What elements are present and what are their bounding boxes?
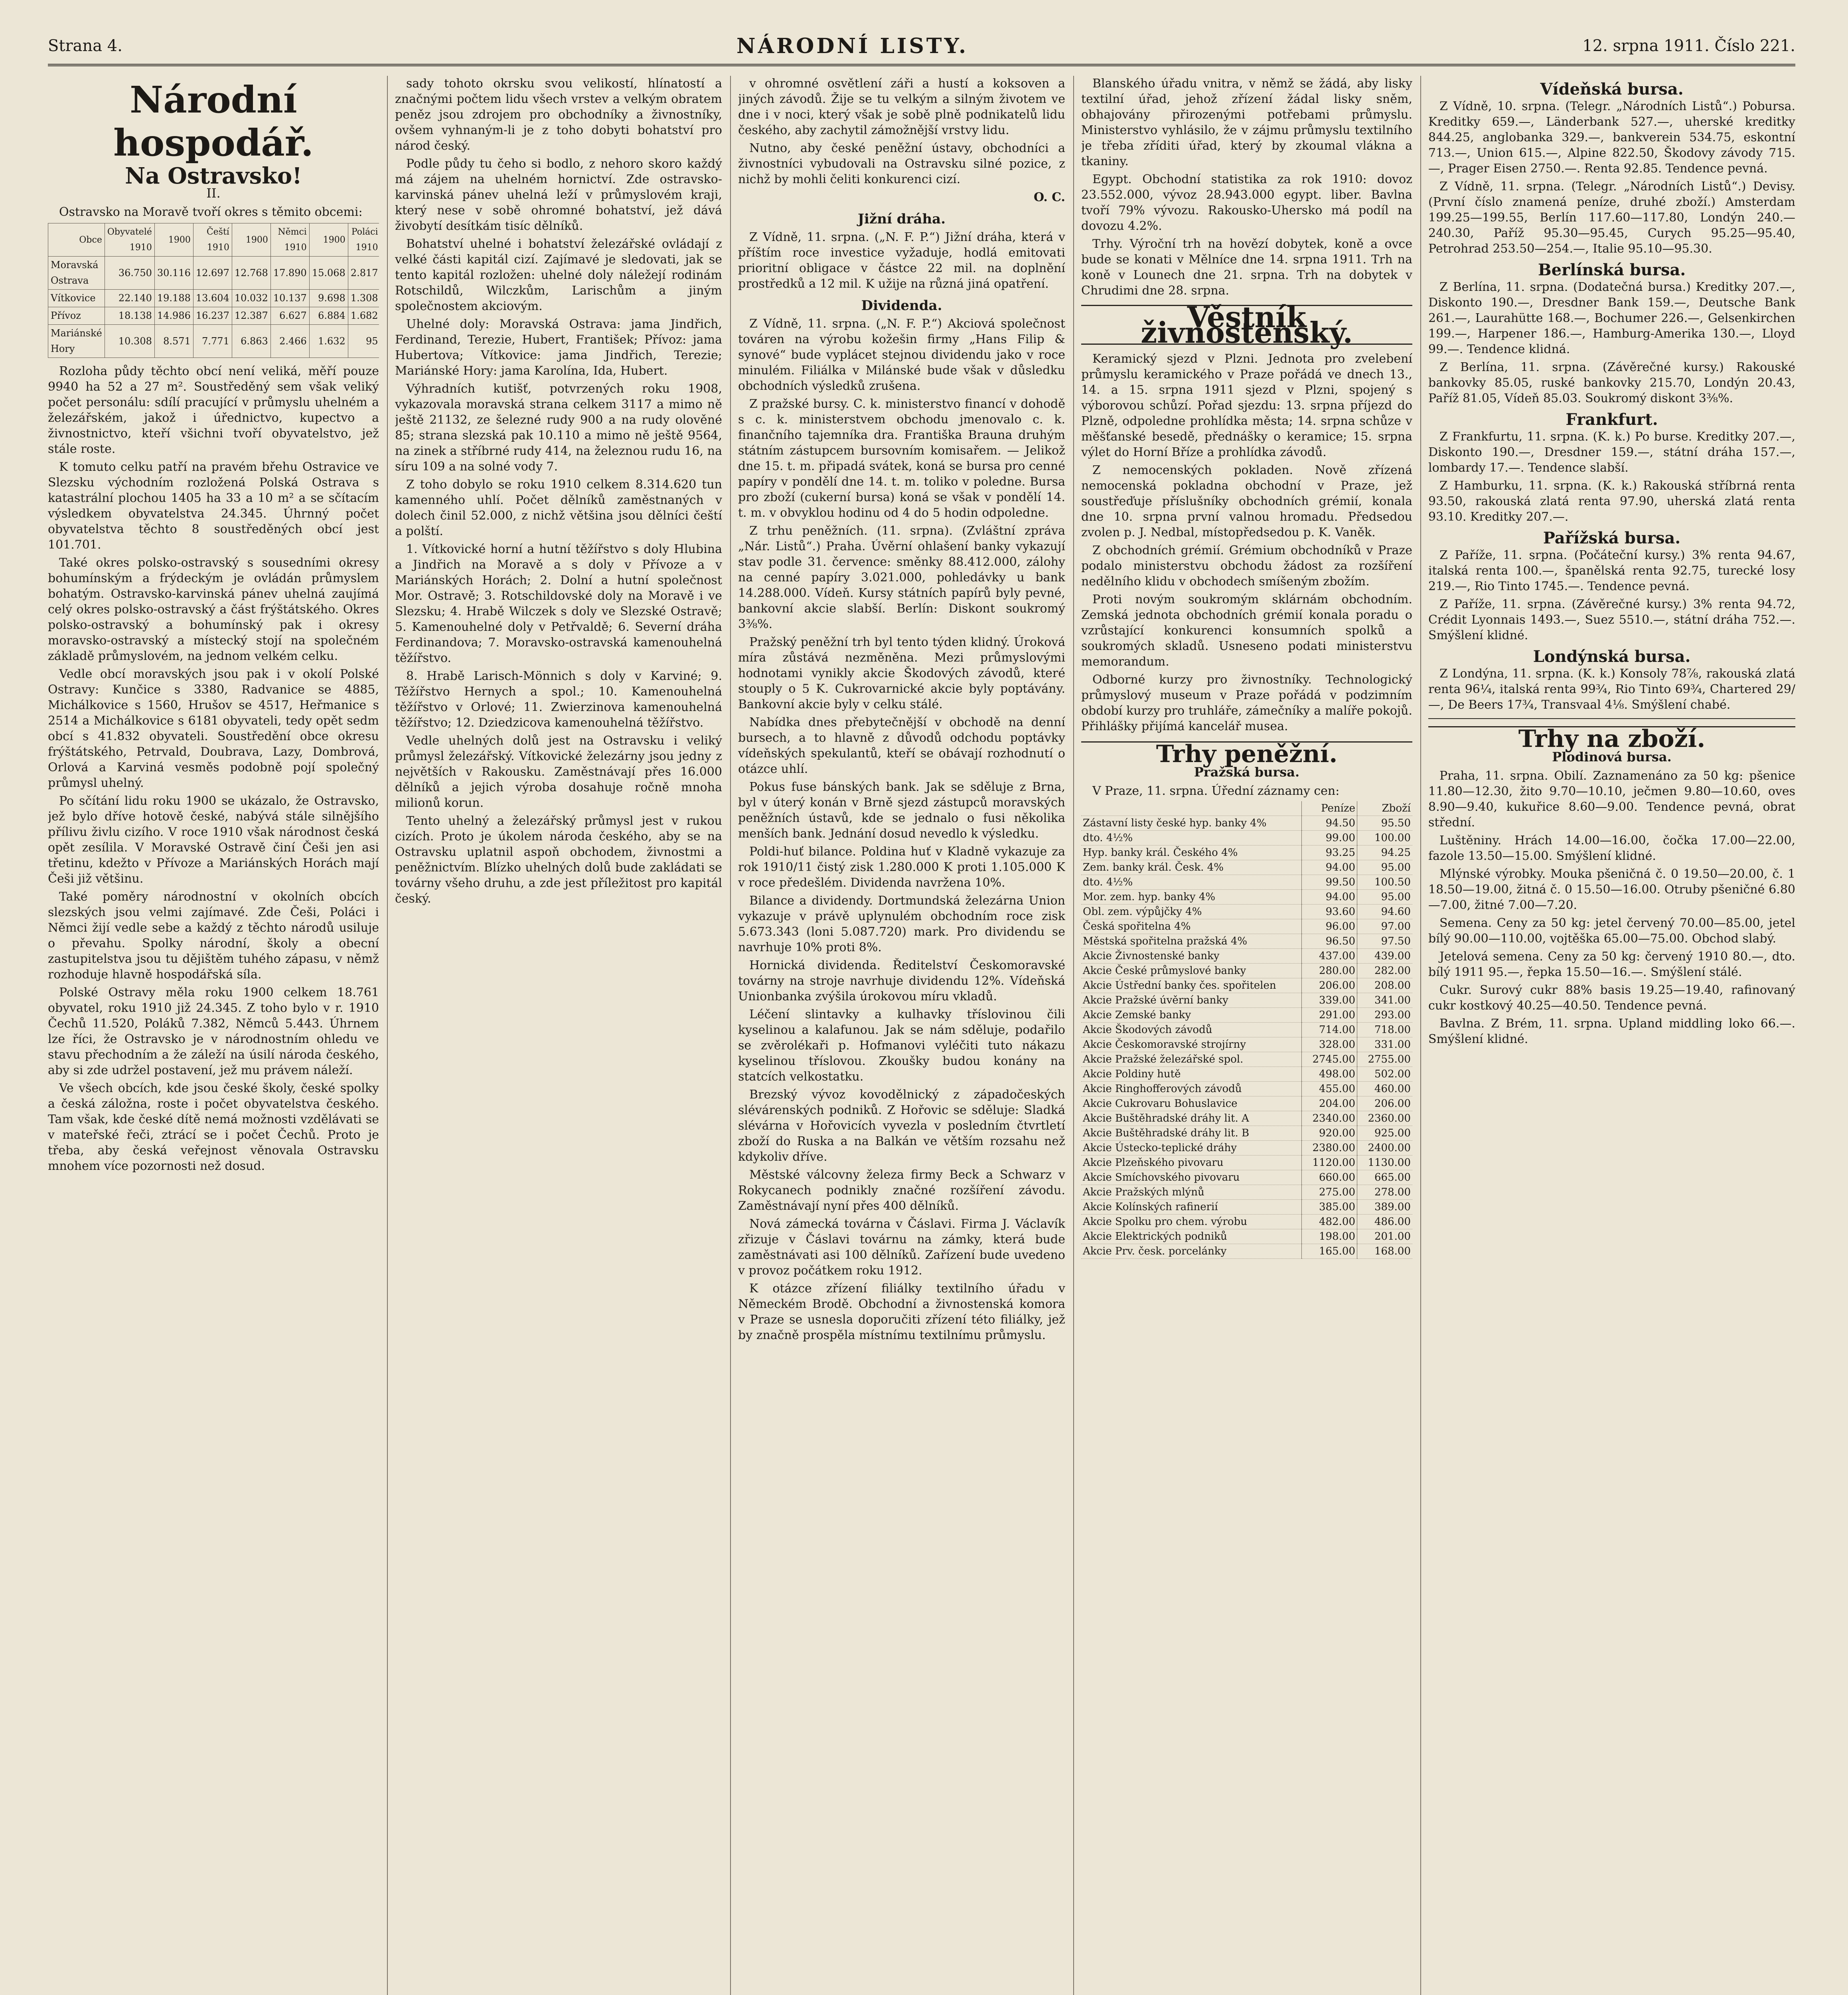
rates-row	[1081, 1067, 1412, 1082]
goods-subtitle: Plodinová bursa.	[1552, 749, 1672, 764]
rates-cell: Hyp. banky král. Českého 4%	[1081, 845, 1302, 860]
rates-cell: 925.00	[1357, 1126, 1413, 1141]
table-row	[48, 257, 379, 290]
rates-cell: Akcie Buštěhradské dráhy lit. B	[1081, 1126, 1302, 1141]
column-5	[1428, 76, 1795, 1995]
rates-cell: 94.50	[1302, 816, 1357, 831]
rates-cell: 201.00	[1357, 1229, 1413, 1244]
rates-cell: 385.00	[1302, 1200, 1357, 1215]
rates-row	[1081, 1200, 1412, 1215]
rates-cell: 2360.00	[1357, 1111, 1413, 1126]
table-header-cell: Obyvatelé 1910	[105, 223, 154, 257]
rates-cell: 165.00	[1302, 1244, 1357, 1259]
article-paragraph: Nutno, aby české peněžní ústavy, obchodníci a živnostníci vybudovali na Ostravsku silné pozice, z nichž by mohli čeliti konkurenci cizí.	[738, 141, 1065, 186]
article-paragraph: 1. Vítkovické horní a hutní těžířstvo s doly Hlubina a Jindřich na Moravě a s doly v Přívoze a v Mariánských Horách; 2. Dolní a hutní společnost Mor. Ostravě; 3. Rotschildovské doly na Moravě i ve Slezsku; 4. Hrabě Wilczek s doly ve Slezské Ostravě; 5. Kamenouhelné doly v Petřvaldě; 6. Severní dráha Ferdinandova; 7. Moravsko-ostravská kamenouhelná těžířstvo.	[395, 542, 722, 665]
article-paragraph: Vedle obcí moravských jsou pak i v okolí Polské Ostravy: Kunčice s 3380, Radvanice se 4885, Michálkovice s 1560, Hrušov se 4517, Heřmanice s 2514 a Michálkovice s 6181 obyvateli, tedy opět sedm obcí s 41.832 obyvateli. Soustředění obce okresu frýštátského, Petrvald, Doubrava, Lazy, Dombrová, Orlová a Karviná vesměs podobně pojí společný průmysl uhelný.	[48, 667, 379, 790]
rates-row	[1081, 1082, 1412, 1096]
article-paragraph: Městské válcovny železa firmy Beck a Schwarz v Rokycanech podnikly značné rozšíření závodu. Zaměstnávají nyní přes 400 dělníků.	[738, 1168, 1065, 1213]
rates-cell: 94.00	[1302, 860, 1357, 875]
article-part: II.	[206, 186, 221, 201]
column-3	[738, 76, 1065, 1995]
table-cell: 2.817	[348, 257, 379, 290]
rates-cell: 282.00	[1357, 964, 1413, 978]
rates-table	[1081, 801, 1412, 1259]
rates-cell: 97.00	[1357, 919, 1413, 934]
exchange-heading: Frankfurt.	[1566, 410, 1658, 429]
rates-cell: Mor. zem. hyp. banky 4%	[1081, 890, 1302, 905]
rates-cell: 486.00	[1357, 1215, 1413, 1229]
article-paragraph: Rozloha půdy těchto obcí není veliká, měří pouze 9940 ha 52 a 27 m². Soustředěný sem však veliký počet personálu: sdílí pracující v průmyslu uhelném a železářském, jakož i úřednictvo, kupectvo a živnostnictvo, kteří všichni tvoří obyvatelstvo, jež stále roste.	[48, 364, 379, 456]
rates-cell: 2400.00	[1357, 1141, 1413, 1156]
rates-cell: Akcie Zemské banky	[1081, 1008, 1302, 1023]
rates-cell: 341.00	[1357, 993, 1413, 1008]
table-cell: Přívoz	[48, 307, 105, 325]
rates-cell: 94.60	[1357, 905, 1413, 919]
rates-row	[1081, 934, 1412, 949]
table-header-cell: 1900	[154, 223, 193, 257]
rates-row	[1081, 1170, 1412, 1185]
rates-row	[1081, 905, 1412, 919]
rates-cell: 96.50	[1302, 934, 1357, 949]
article-paragraph: K otázce zřízení filiálky textilního úřadu v Německém Brodě. Obchodní a živnostenská komora v Praze se usnesla doporučiti zřízení této filiálky, jež by značně prospěla místnímu textilnímu průmyslu.	[738, 1282, 1065, 1342]
rates-cell: 93.25	[1302, 845, 1357, 860]
article-paragraph: Egypt. Obchodní statistika za rok 1910: dovoz 23.552.000, vývoz 28.943.000 egypt. liber. Bavlna tvoří 79% vývozu. Rakousko-Uhersko má podíl na dovozu 4.2%.	[1081, 172, 1412, 233]
article-paragraph: Luštěniny. Hrách 14.00—16.00, čočka 17.00—22.00, fazole 13.50—15.00. Smýšlení klidné.	[1428, 834, 1795, 863]
table-cell: 10.137	[270, 290, 309, 307]
rates-cell: 168.00	[1357, 1244, 1413, 1259]
rates-subtitle: Pražská bursa.	[1194, 764, 1300, 780]
article-paragraph: 8. Hrabě Larisch-Mönnich s doly v Karviné; 9. Těžířstvo Hernych a spol.; 10. Kamenouhelná těžířstvo v Orlové; 11. Zwierzinova kamenouhelná těžířstvo; 12. Dziedzicova kamenouhelná těžířstvo.	[395, 669, 722, 730]
rates-cell: 291.00	[1302, 1008, 1357, 1023]
rates-cell: Akcie Buštěhradské dráhy lit. A	[1081, 1111, 1302, 1126]
rates-cell: 95.00	[1357, 860, 1413, 875]
table-cell: Mariánské Hory	[48, 325, 105, 358]
rates-cell: 2340.00	[1302, 1111, 1357, 1126]
rates-cell: 439.00	[1357, 949, 1413, 964]
rates-row	[1081, 1052, 1412, 1067]
article-paragraph: Z Londýna, 11. srpna. (K. k.) Konsoly 78⅞, rakouská zlatá renta 96¼, italská renta 99¾, Rio Tinto 69¾, Chartered 29/—, De Beers 17¾, Transvaal 4⅛. Smýšlení chabé.	[1428, 667, 1795, 712]
table-cell: 36.750	[105, 257, 154, 290]
rates-cell: 502.00	[1357, 1067, 1413, 1082]
rates-row	[1081, 1156, 1412, 1170]
article-paragraph: Z pražské bursy. C. k. ministerstvo financí v dohodě s c. k. ministerstvem obchodu jmenovalo c. k. finančního tajemníka dra. Františka Brauna druhým státním zástupcem bursovním komisařem. — Jelikož dne 15. t. m. připadá svátek, koná se bursa pro cenné papíry v pondělí dne 14. t. m. toliko v poledne. Bursa pro zboží (cukerní bursa) koná se však v pondělí 14. t. m. v obvyklou hodinu od 4 do 5 hodin odpoledne.	[738, 397, 1065, 520]
table-cell: 17.890	[270, 257, 309, 290]
masthead: NÁRODNÍ LISTY.	[736, 34, 969, 58]
rates-row	[1081, 890, 1412, 905]
table-cell: 15.068	[309, 257, 348, 290]
article-paragraph: Z Paříže, 11. srpna. (Závěrečné kursy.) 3% renta 94.72, Crédit Lyonnais 1493.—, Suez 5510.—, státní dráha 752.—. Smýšlení klidné.	[1428, 597, 1795, 642]
article-paragraph: Léčení slintavky a kulhavky tříslovinou čili kyselinou a kalafunou. Jak se nám sděluje, podařilo se zvěrolékaři p. Hofmanovi vyléčiti tuto nákazu kyselinou tříslovou. Zkoušky budou konány na statcích velkostatku.	[738, 1007, 1065, 1084]
article-paragraph: Brezský vývoz kovodělnický z západočeských slévárenských podniků. Z Hořovic se sděluje: Sladká slévárna v Hořovicích vyvezla v posledním čtvrtletí zboží do Ruska a na Balkán ve větším rozsahu než kdykoliv dříve.	[738, 1088, 1065, 1164]
table-cell: 18.138	[105, 307, 154, 325]
rates-cell: 278.00	[1357, 1185, 1413, 1200]
table-cell: 6.627	[270, 307, 309, 325]
block-title: Věstník živnostenský.	[1081, 305, 1412, 345]
rates-row	[1081, 875, 1412, 890]
rates-row	[1081, 919, 1412, 934]
article-paragraph: Trhy. Výroční trh na hovězí dobytek, koně a ovce bude se konati v Mělníce dne 14. srpna 1911. Trh na koně v Lounech dne 21. srpna. Trh na dobytek v Chrudimi dne 28. srpna.	[1081, 237, 1412, 298]
table-cell: 16.237	[193, 307, 232, 325]
exchange-heading: Londýnská bursa.	[1533, 647, 1691, 666]
rates-cell: 2755.00	[1357, 1052, 1413, 1067]
column-1	[48, 76, 379, 1995]
article-paragraph: Semena. Ceny za 50 kg: jetel červený 70.00—85.00, jetel bílý 90.00—110.00, vojtěška 65.00—75.00. Obchod slabý.	[1428, 916, 1795, 946]
rates-cell: Zem. banky král. Česk. 4%	[1081, 860, 1302, 875]
rates-cell: 328.00	[1302, 1037, 1357, 1052]
rates-note: V Praze, 11. srpna. Úřední záznamy cen:	[1092, 784, 1340, 798]
section-title: Národní hospodář.	[113, 78, 314, 164]
rates-title: Trhy peněžní.	[1081, 741, 1412, 762]
rates-cell: 206.00	[1357, 1096, 1413, 1111]
article-paragraph: Také okres polsko-ostravský s sousedními okresy bohumínským a frýdeckým je ovládán průmyslem bohatým. Ostravsko-karvinská pánev uhelná zaujímá celý okres polsko-ostravský a část frýštátského. Okres polsko-ostravský a bohumínský pak i okresy moravsko-ostravský a místecký stojí na společném základě průmyslovém, na jednom velkém celku.	[48, 556, 379, 663]
rates-row	[1081, 1229, 1412, 1244]
article-paragraph: sady tohoto okrsku svou velikostí, hlínatostí a značnými počtem lidu všech vrstev a velkým obratem peněz jsou zdrojem pro obchodníky a živnostníky, ovšem vyhnaným-li je z toho dobyti bohatství pro národ český.	[395, 77, 722, 153]
table-row	[48, 325, 379, 358]
rates-cell: 660.00	[1302, 1170, 1357, 1185]
rates-cell: Akcie Škodových závodů	[1081, 1023, 1302, 1037]
table-header-cell: Poláci 1910	[348, 223, 379, 257]
article-paragraph: Pražský peněžní trh byl tento týden klidný. Úroková míra zůstává nezměněna. Mezi průmyslovými hodnotami vynikly akcie Škodových závodů, které stouply o 5 K. Cukrovarnické akcie byly poptávány. Bankovní akcie byly v celku stálé.	[738, 635, 1065, 711]
rates-cell: Akcie České průmyslové banky	[1081, 964, 1302, 978]
rates-cell: 99.00	[1302, 831, 1357, 845]
table-cell: 12.697	[193, 257, 232, 290]
rates-cell: 714.00	[1302, 1023, 1357, 1037]
article-paragraph: Odborné kurzy pro živnostníky. Technologický průmyslový museum v Praze pořádá v podzimním období kurzy pro truhláře, zámečníky a malíře pokojů. Přihlášky přijímá kancelář musea.	[1081, 673, 1412, 733]
article-paragraph: Z Hamburku, 11. srpna. (K. k.) Rakouská stříbrná renta 93.50, rakouská zlatá renta 97.90, uherská zlatá renta 93.10. Kreditky 207.—.	[1428, 479, 1795, 524]
rates-cell: 204.00	[1302, 1096, 1357, 1111]
rates-cell: 1130.00	[1357, 1156, 1413, 1170]
rail-heading: Jižní dráha.	[857, 211, 946, 227]
table-cell: 12.387	[232, 307, 270, 325]
article-paragraph: Po sčítání lidu roku 1900 se ukázalo, že Ostravsko, jež bylo dříve hotově české, nabývá stále silnějšího přílivu živlu cizího. V roce 1910 však národnost česká opět zesílila. V Moravské Ostravě činí Češi jen asi třetinu, kdežto v Přívoze a Mariánských Horách mají Češi již většinu.	[48, 794, 379, 886]
table-cell: 30.116	[154, 257, 193, 290]
article-paragraph: Poldi-huť bilance. Poldina huť v Kladně vykazuje za rok 1910/11 čistý zisk 1.280.000 K proti 1.105.000 K v roce předešlém. Dividenda navržena 10%.	[738, 845, 1065, 890]
table-cell: 1.632	[309, 325, 348, 358]
article-paragraph: K tomuto celku patří na pravém břehu Ostravice ve Slezsku východním rozložená Polská Ostrava s katastrální plochou 1405 ha 33 a 10 m² a se sčítacím výsledkem obyvatelstva 24.345. Úhrnný počet obyvatelstva těchto 8 soustředěných obcí jest 101.701.	[48, 460, 379, 552]
rates-row	[1081, 1126, 1412, 1141]
article-paragraph: Keramický sjezd v Plzni. Jednota pro zvelebení průmyslu keramického v Praze pořádá ve dnech 13., 14. a 15. srpna 1911 sjezd v Plzni, spojený s výborovou schůzí. Pořad sjezdu: 13. srpna příjezd do Plzně, odpoledne prohlídka města; 14. srpna schůze v měšťanské besedě, přednášky o keramice; 15. srpna výlet do Horní Bříze a prohlídka závodů.	[1081, 352, 1412, 459]
article-title: Na Ostravsko!	[125, 163, 302, 189]
column-2	[395, 76, 722, 1995]
rates-header-cell: Zboží	[1357, 801, 1413, 816]
article-paragraph: Z Vídně, 11. srpna. (Telegr. „Národních Listů“.) Devisy. (První číslo znamená peníze, druhé zboží.) Amsterdam 199.25—199.55, Berlín 117.60—117.80, Londýn 240.—240.30, Paříž 95.30—95.45, Curych 95.25—95.40, Petrohrad 253.50—254.—, Italie 95.10—95.30.	[1428, 180, 1795, 256]
rates-row	[1081, 1215, 1412, 1229]
exchange-heading: Pařížská bursa.	[1543, 529, 1681, 547]
rates-cell: 198.00	[1302, 1229, 1357, 1244]
article-paragraph: Tento uhelný a železářský průmysl jest v rukou cizích. Proto je úkolem národa českého, aby se na Ostravsku uplatnil aspoň obchodem, živnostmi a peněžnictvím. Blízko uhelných dolů bude zakládati se továrny všeho druhu, a zde jest příležitost pro kapitál český.	[395, 814, 722, 906]
article-paragraph: Z Berlína, 11. srpna. (Závěrečné kursy.) Rakouské bankovky 85.05, ruské bankovky 215.70, Londýn 20.43, Paříž 81.05, Vídeň 85.03. Soukromý diskont 3⅜%.	[1428, 360, 1795, 405]
rates-cell: Akcie Českomoravské strojírny	[1081, 1037, 1302, 1052]
article-paragraph: Podle půdy tu čeho si bodlo, z nehoro skoro každý má zájem na uhelném hornictví. Zde ostravsko-karvinská pánev uhelná leží v průmyslovém kraji, který nese v sobě ohromné bohatství, jež dává živobytí desítkám tisíc dělníků.	[395, 157, 722, 233]
table-cell: 10.032	[232, 290, 270, 307]
article-paragraph: Z nemocenských pokladen. Nově zřízená nemocenská pokladna obchodní v Praze, jež soustřeďuje příslušníky obchodních grémií, konala dne 10. srpna první valnou hromadu. Předsedou zvolen p. J. Nedbal, místopředsedou p. K. Vaněk.	[1081, 463, 1412, 539]
table-cell: 12.768	[232, 257, 270, 290]
table-cell: 6.884	[309, 307, 348, 325]
table-cell: 1.308	[348, 290, 379, 307]
rates-cell: Akcie Ústecko-teplické dráhy	[1081, 1141, 1302, 1156]
rates-cell: 94.00	[1302, 890, 1357, 905]
rates-cell: 275.00	[1302, 1185, 1357, 1200]
rates-cell: 97.50	[1357, 934, 1413, 949]
table-header-cell: Obce	[48, 223, 105, 257]
rates-cell: 718.00	[1357, 1023, 1413, 1037]
rates-cell: Městská spořitelna pražská 4%	[1081, 934, 1302, 949]
rates-cell: 293.00	[1357, 1008, 1413, 1023]
article-paragraph: Vedle uhelných dolů jest na Ostravsku i veliký průmysl železářský. Vítkovické železárny jsou jedny z největších v Rakousku. Zaměstnávají přes 16.000 dělníků a jejich výroba dosahuje ročně mnoha milionů korun.	[395, 734, 722, 810]
rates-cell: Akcie Pražské železářské spol.	[1081, 1052, 1302, 1067]
column-rule	[1073, 76, 1074, 1995]
table-header-cell: 1900	[232, 223, 270, 257]
exchange-heading: Berlínská bursa.	[1538, 261, 1686, 279]
table-row	[48, 307, 379, 325]
article-paragraph: v ohromné osvětlení záři a hustí a koksoven a jiných závodů. Žije se tu velkým a silným životem ve dne i v noci, který však je sobě plně podnikatelů lidu českého, aby zachytil zámožnější vrstvy lidu.	[738, 77, 1065, 137]
rates-cell: 95.50	[1357, 816, 1413, 831]
table-cell: 1.682	[348, 307, 379, 325]
article-paragraph: Z Frankfurtu, 11. srpna. (K. k.) Po burse. Kreditky 207.—, Diskonto 190.—, Dresdner 159.—, státní dráha 157.—, lombardy 17.—. Tendence slabší.	[1428, 430, 1795, 475]
table-cell: 95	[348, 325, 379, 358]
rates-cell: 920.00	[1302, 1126, 1357, 1141]
article-paragraph: Jetelová semena. Ceny za 50 kg: červený 1910 80.—, dto. bílý 1911 95.—, řepka 15.50—16.—. Smýšlení stálé.	[1428, 950, 1795, 979]
rates-row	[1081, 816, 1412, 831]
article-paragraph: Bohatství uhelné i bohatství železářské ovládají z velké části kapitál cizí. Zajímavé je sledovati, jak se tento kapitál rozložen: uhelné doly náležejí rodinám Rotschildů, Wilczkům, Larischům a jiným společnostem akciovým.	[395, 237, 722, 313]
rates-cell: Akcie Pražské úvěrní banky	[1081, 993, 1302, 1008]
article-paragraph: Mlýnské výrobky. Mouka pšeničná č. 0 19.50—20.00, č. 1 18.50—19.00, žitná č. 0 15.50—16.00. Otruby pšeničné 6.80—7.00, žitné 7.00—7.20.	[1428, 867, 1795, 912]
rates-cell: 331.00	[1357, 1037, 1413, 1052]
rates-row	[1081, 1185, 1412, 1200]
article-paragraph: Z Vídně, 10. srpna. (Telegr. „Národních Listů“.) Pobursa. Kreditky 659.—, Länderbank 527.—, uherské kreditky 844.25, anglobanka 329.—, bankverein 534.75, eskontní 713.—, Union 615.—, Alpine 822.50, Škodovy závody 715.—, Prager Eisen 2750.—. Renta 92.85. Tendence pevná.	[1428, 99, 1795, 176]
table-cell: 13.604	[193, 290, 232, 307]
rates-cell: Akcie Živnostenské banky	[1081, 949, 1302, 964]
rates-cell: 2745.00	[1302, 1052, 1357, 1067]
article-paragraph: Výhradních kutišť, potvrzených roku 1908, vykazovala moravská strana celkem 3117 a mimo ně ještě 21132, ze šelezné rudy 900 a na rudy olověné 85; strana slezská pak 10.110 a mimo ně ještě 9564, na zinek a stříbrné rudy 414, na železnou rudu 16, na síru 109 a na solné vody 7.	[395, 382, 722, 474]
rates-cell: Akcie Pražských mlýnů	[1081, 1185, 1302, 1200]
rates-row	[1081, 1023, 1412, 1037]
rates-row	[1081, 949, 1412, 964]
rail-text: Z Vídně, 11. srpna. („N. F. P.“) Jižní dráha, která v příštím roce investice vyžaduje, hodlá emitovati prioritní obligace v částce 22 mil. na doplnění prostředků a 12 mil. K užije na různá jiná opatření.	[738, 230, 1065, 291]
table-header-cell: Čeští 1910	[193, 223, 232, 257]
dividend-text: Z Vídně, 11. srpna. („N. F. P.“) Akciová společnost továren na výrobu kožešin firmy „Hans Filip & synové“ bude vyplácet stejnou dividendu jako v roce minulém. Filiálka v Milánské bude však v důsledku obchodních výsledků zrušena.	[738, 317, 1065, 393]
rates-cell: 2380.00	[1302, 1141, 1357, 1156]
table-cell: 9.698	[309, 290, 348, 307]
rates-cell: Akcie Cukrovaru Bohuslavice	[1081, 1096, 1302, 1111]
rates-cell: 437.00	[1302, 949, 1357, 964]
exchange-heading: Vídeňská bursa.	[1540, 80, 1684, 99]
article-paragraph: Proti novým soukromým sklárnám obchodním. Zemská jednota obchodních grémií konala poradu o vzrůstající konkurenci konsumních spolků a soukromých skladů. Usneseno podati ministerstvu memorandum.	[1081, 593, 1412, 669]
rates-cell: 100.00	[1357, 831, 1413, 845]
rates-cell: 100.50	[1357, 875, 1413, 890]
rates-cell: Akcie Ringhofferových závodů	[1081, 1082, 1302, 1096]
table-header-cell: Němci 1910	[270, 223, 309, 257]
rates-cell: Akcie Spolku pro chem. výrobu	[1081, 1215, 1302, 1229]
rates-row	[1081, 1244, 1412, 1259]
date-issue: 12. srpna 1911. Číslo 221.	[1582, 37, 1795, 55]
rates-row	[1081, 845, 1412, 860]
population-table	[48, 223, 379, 358]
article-paragraph: Praha, 11. srpna. Obilí. Zaznamenáno za 50 kg: pšenice 11.80—12.30, žito 9.70—10.10, ječmen 9.80—10.60, oves 8.90—9.40, kukuřice 8.60—9.00. Tendence pevná, obrat střední.	[1428, 769, 1795, 830]
article-intro: Ostravsko na Moravě tvoří okres s těmito obcemi:	[59, 205, 363, 219]
article-paragraph: Nabídka dnes přebytečnější v obchodě na denní bursech, a to hlavně z důvodů odchodu poptávky vídeňských spekulantů, kteří se obávají rozhodnutí o otázce uhlí.	[738, 715, 1065, 776]
article-paragraph: Z obchodních grémií. Grémium obchodníků v Praze podalo ministerstvu obchodu žádost za rozšíření nedělního klidu v obchodech smíšeným zbožím.	[1081, 543, 1412, 589]
rates-row	[1081, 831, 1412, 845]
rates-cell: 460.00	[1357, 1082, 1413, 1096]
page-header	[48, 28, 1795, 66]
rates-row	[1081, 1037, 1412, 1052]
table-cell: Vítkovice	[48, 290, 105, 307]
article-paragraph: Hornická dividenda. Ředitelství Českomoravské továrny na stroje navrhuje dividendu 12%. Vídeňská Unionbanka zvýšila úrokovou míru vkladů.	[738, 958, 1065, 1003]
table-cell: 7.771	[193, 325, 232, 358]
article-paragraph: Z trhu peněžních. (11. srpna). (Zvláštní zpráva „Nár. Listů“.) Praha. Úvěrní ohlašení banky vykazují stav podle 31. července: směnky 88.412.000, zálohy na cenné papíry 3.021.000, pohledávky u bank 14.288.000. Vídeň. Kursy státních papírů byly pevné, bankovní akcie slabší. Berlín: Diskont soukromý 3⅜%.	[738, 524, 1065, 631]
rates-cell: 339.00	[1302, 993, 1357, 1008]
rates-cell: 1120.00	[1302, 1156, 1357, 1170]
article-paragraph: Bavlna. Z Brém, 11. srpna. Upland middling loko 66.—. Smýšlení klidné.	[1428, 1017, 1795, 1046]
article-paragraph: Cukr. Surový cukr 88% basis 19.25—19.40, rafinovaný cukr kostkový 40.25—40.50. Tendence pevná.	[1428, 983, 1795, 1013]
rates-header-cell	[1081, 801, 1302, 816]
table-cell: 19.188	[154, 290, 193, 307]
column-4	[1081, 76, 1412, 1995]
rates-cell: 208.00	[1357, 978, 1413, 993]
rates-cell: dto. 4½%	[1081, 831, 1302, 845]
rates-cell: Česká spořitelna 4%	[1081, 919, 1302, 934]
table-cell: 8.571	[154, 325, 193, 358]
rates-cell: dto. 4½%	[1081, 875, 1302, 890]
rates-cell: Zástavní listy české hyp. banky 4%	[1081, 816, 1302, 831]
article-paragraph: Polské Ostravy měla roku 1900 celkem 18.761 obyvatel, roku 1910 již 24.345. Z toho bylo v r. 1910 Čechů 11.520, Poláků 7.382, Němců 5.443. Úhrnem lze říci, že Ostravsko je v národnostním ohledu ve stavu přechodním a že záleží na úsilí národa českého, aby si zde udržel postavení, jež mu právem náleží.	[48, 986, 379, 1077]
article-paragraph: Z toho dobylo se roku 1910 celkem 8.314.620 tun kamenného uhlí. Počet dělníků zaměstnaných v dolech činil 52.000, z nichž většina jsou dělníci čeští a polští.	[395, 478, 722, 538]
article-paragraph: Z Berlína, 11. srpna. (Dodatečná bursa.) Kreditky 207.—, Diskonto 190.—, Dresdner Bank 159.—, Deutsche Bank 261.—, Laurahütte 168.—, Bochumer 226.—, Gelsenkirchen 199.—, Harpener 186.—, Hamburg-Amerika 130.—, Lloyd 99.—. Tendence klidná.	[1428, 280, 1795, 356]
rates-cell: 96.00	[1302, 919, 1357, 934]
rates-row	[1081, 978, 1412, 993]
table-cell: 22.140	[105, 290, 154, 307]
rates-cell: 482.00	[1302, 1215, 1357, 1229]
column-rule	[387, 76, 388, 1995]
rates-cell: Akcie Smíchovského pivovaru	[1081, 1170, 1302, 1185]
rates-row	[1081, 860, 1412, 875]
column-rule	[1420, 76, 1421, 1995]
rates-cell: 206.00	[1302, 978, 1357, 993]
rates-cell: 93.60	[1302, 905, 1357, 919]
article-paragraph: Blanského úřadu vnitra, v němž se žádá, aby lisky textilní úřad, jehož zřízení žádal lisky sněm, obhajovány přirozenými potřebami průmyslu. Ministerstvo vyhlásilo, že v zájmu průmyslu textilního je třeba zříditi úřad, který by zkoumal vlákna a tkaniny.	[1081, 77, 1412, 168]
article-paragraph: Bilance a dividendy. Dortmundská železárna Union vykazuje v právě uplynulém obchodním roce zisk 5.673.343 (loni 5.087.720) mark. Pro dividendu se navrhuje 10% proti 8%.	[738, 894, 1065, 954]
rates-row	[1081, 1111, 1412, 1126]
rates-cell: 280.00	[1302, 964, 1357, 978]
rates-cell: 95.00	[1357, 890, 1413, 905]
table-cell: 6.863	[232, 325, 270, 358]
rates-cell: 455.00	[1302, 1082, 1357, 1096]
table-header-cell: 1900	[309, 223, 348, 257]
signature: O. C.	[1033, 190, 1065, 204]
article-paragraph: Z Paříže, 11. srpna. (Počáteční kursy.) 3% renta 94.67, italská renta 100.—, španělská renta 92.75, turecké losy 219.—, Rio Tinto 1745.—. Tendence pevná.	[1428, 548, 1795, 593]
table-cell: 14.986	[154, 307, 193, 325]
table-row	[48, 290, 379, 307]
rates-cell: 94.25	[1357, 845, 1413, 860]
divider	[1428, 718, 1795, 719]
rates-cell: 389.00	[1357, 1200, 1413, 1215]
rates-cell: 99.50	[1302, 875, 1357, 890]
article-paragraph: Také poměry národnostní v okolních obcích slezských jsou velmi zajímavé. Zde Češi, Poláci i Němci žijí vedle sebe a každý z těchto národů usiluje o převahu. Spolky národní, školy a obecní zastupitelstva jsou tu dějištěm tuhého zápasu, v němž rozhoduje hlavně hospodářská síla.	[48, 890, 379, 982]
rates-row	[1081, 993, 1412, 1008]
column-rule	[730, 76, 731, 1995]
dividend-heading: Dividenda.	[861, 298, 942, 314]
rates-row	[1081, 964, 1412, 978]
rates-row	[1081, 1141, 1412, 1156]
rates-cell: Akcie Ústřední banky čes. spořitelen	[1081, 978, 1302, 993]
article-paragraph: Uhelné doly: Moravská Ostrava: jama Jindřich, Ferdinand, Terezie, Hubert, František; Přívoz: jama Hubertova; Vítkovice: jama Jindřich, Terezie; Mariánské Hory: jama Karolína, Ida, Hubert.	[395, 317, 722, 378]
rates-cell: 665.00	[1357, 1170, 1413, 1185]
goods-title: Trhy na zboží.	[1428, 726, 1795, 747]
page-label: Strana 4.	[48, 37, 122, 55]
rates-cell: Akcie Kolínských rafinerií	[1081, 1200, 1302, 1215]
rates-cell: 498.00	[1302, 1067, 1357, 1082]
rates-cell: Akcie Elektrických podniků	[1081, 1229, 1302, 1244]
rates-cell: Akcie Poldiny hutě	[1081, 1067, 1302, 1082]
article-paragraph: Ve všech obcích, kde jsou české školy, české spolky a česká záložna, roste i počet obyvatelstva českého. Tam však, kde české dítě nemá možnosti vzdělávati se v mateřské řeči, ztrácí se i počet Čechů. Proto je třeba, aby česká veřejnost věnovala Ostravsku mnohem více pozornosti než dosud.	[48, 1081, 379, 1173]
rates-row	[1081, 1008, 1412, 1023]
rates-cell: Obl. zem. výpůjčky 4%	[1081, 905, 1302, 919]
rates-cell: Akcie Prv. česk. porcelánky	[1081, 1244, 1302, 1259]
rates-header-cell: Peníze	[1302, 801, 1357, 816]
table-cell: 10.308	[105, 325, 154, 358]
table-cell: Moravská Ostrava	[48, 257, 105, 290]
article-paragraph: Nová zámecká továrna v Čáslavi. Firma J. Václavík zřizuje v Čáslavi továrnu na zámky, která bude zaměstnávati asi 100 dělníků. Zařízení bude uvedeno v provoz počátkem roku 1912.	[738, 1217, 1065, 1278]
rates-row	[1081, 1096, 1412, 1111]
article-paragraph: Pokus fuse bánských bank. Jak se sděluje z Brna, byl v úterý konán v Brně sjezd zástupců moravských peněžních ústavů, kde se jednalo o fusi několika menších bank. Jednání dosud nevedlo k výsledku.	[738, 780, 1065, 841]
rates-cell: Akcie Plzeňského pivovaru	[1081, 1156, 1302, 1170]
table-cell: 2.466	[270, 325, 309, 358]
